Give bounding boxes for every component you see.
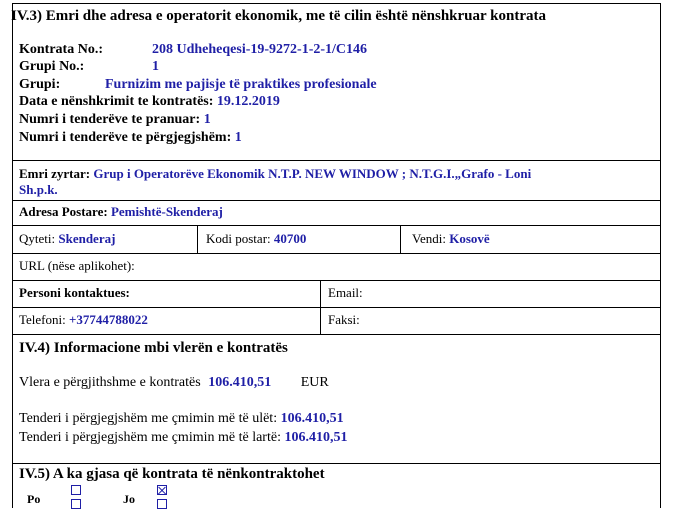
highest-tender-value: 106.410,51 <box>284 430 348 445</box>
country-value: Kosovë <box>449 231 490 246</box>
lowest-tender-row <box>19 412 344 426</box>
section-iv5-title: IV.5) A ka gjasa që kontrata të nënkontraktohet <box>19 466 325 482</box>
lowest-tender-value: 106.410,51 <box>280 411 344 426</box>
official-name-value: Grup i Operatorëve Ekonomik N.T.P. NEW WINDOW ; N.T.G.I.„Grafo - Loni <box>93 166 532 181</box>
city-label: Qyteti: <box>19 231 56 246</box>
sign-date-value: 19.12.2019 <box>216 94 280 109</box>
postal-code-cell <box>206 232 306 245</box>
official-name-label: Emri zyrtar: <box>19 166 91 181</box>
tenders-responsive-label: Numri i tenderëve te përgjegjshëm: <box>19 130 232 145</box>
phone-cell <box>19 313 148 326</box>
postal-code-label: Kodi postar: <box>206 231 271 246</box>
phone-label: Telefoni: <box>19 312 66 327</box>
no-checkbox[interactable] <box>157 485 167 495</box>
lowest-tender-label: Tenderi i përgjegjshëm me çmimin më të ulët: <box>19 411 278 426</box>
total-value: 106.410,51 <box>208 375 272 390</box>
total-value-label: Vlera e përgjithshme e kontratës <box>19 375 201 390</box>
yes-label: Po <box>27 492 41 506</box>
tenders-received-label: Numri i tenderëve te pranuar: <box>19 112 201 127</box>
country-cell <box>412 232 490 245</box>
tenders-responsive-value: 1 <box>234 130 242 145</box>
contact-person-label: Personi kontaktues: <box>19 285 130 300</box>
yes-checkbox[interactable] <box>71 485 81 495</box>
no-label: Jo <box>123 492 135 506</box>
email-label: Email: <box>328 285 363 300</box>
highest-tender-row <box>19 431 347 445</box>
postal-address-label: Adresa Postare: <box>19 204 108 219</box>
sign-date-label: Data e nënshkrimit te kontratës: <box>19 94 214 109</box>
lot-no-value: 1 <box>152 59 159 74</box>
sign-date-row <box>19 95 280 109</box>
city-cell <box>19 232 115 245</box>
contract-no-value: 208 Udheheqesi-19-9272-1-2-1/C146 <box>152 42 368 57</box>
contract-no-label: Kontrata No.: <box>19 42 103 57</box>
city-value: Skenderaj <box>58 231 116 246</box>
tenders-received-row <box>19 113 211 127</box>
official-name-row <box>19 167 531 180</box>
tenders-received-value: 1 <box>203 112 211 127</box>
phone-value: +37744788022 <box>69 312 148 327</box>
official-name-value-cont: Sh.p.k. <box>19 182 58 197</box>
tenders-responsive-row <box>19 131 242 145</box>
postal-code-value: 40700 <box>273 231 307 246</box>
postal-address-value: Pemishtë-Skenderaj <box>110 204 223 219</box>
lot-label: Grupi: <box>19 77 61 92</box>
section-iv3-title: IV.3) Emri dhe adresa e operatorit ekonomik, me të cilin është nënshkruar kontrata <box>11 8 546 24</box>
lot-no-label: Grupi No.: <box>19 59 85 74</box>
postal-address-row <box>19 205 223 218</box>
highest-tender-label: Tenderi i përgjegjshëm me çmimin më të lartë: <box>19 430 281 445</box>
url-label: URL (nëse aplikohet): <box>19 258 135 273</box>
country-label: Vendi: <box>412 231 446 246</box>
lot-value: Furnizim me pajisje të praktikes profesionale <box>105 77 377 92</box>
fax-label: Faksi: <box>328 312 360 327</box>
currency: EUR <box>300 375 329 390</box>
total-value-row <box>19 376 329 390</box>
section-iv4-title: IV.4) Informacione mbi vlerën e kontratës <box>19 340 288 356</box>
